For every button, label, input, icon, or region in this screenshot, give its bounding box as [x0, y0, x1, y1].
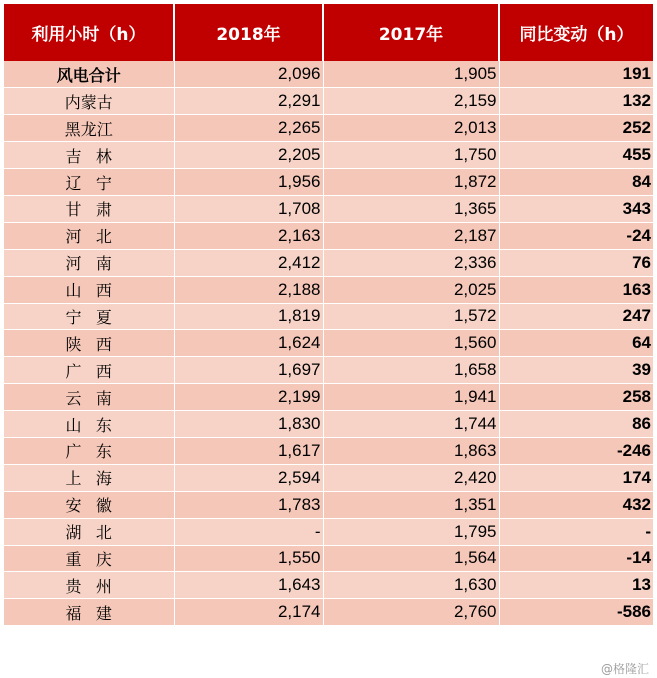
cell-2017: 1,744 [323, 411, 499, 438]
cell-region: 湖北 [4, 518, 174, 545]
table-row [4, 572, 653, 599]
table-row-total [4, 61, 653, 88]
header-yoy-change: 同比变动（h） [499, 4, 653, 61]
cell-2018: 1,697 [174, 357, 323, 384]
data-table-container [4, 4, 653, 626]
cell-yoy-change: 13 [499, 572, 653, 599]
cell-region: 安徽 [4, 491, 174, 518]
table-row [4, 115, 653, 142]
cell-yoy-change: 132 [499, 88, 653, 115]
cell-region: 宁夏 [4, 303, 174, 330]
cell-2018: - [174, 518, 323, 545]
cell-2018: 1,830 [174, 411, 323, 438]
cell-2017: 1,351 [323, 491, 499, 518]
cell-2017: 1,564 [323, 545, 499, 572]
cell-2017: 1,365 [323, 195, 499, 222]
table-row [4, 195, 653, 222]
cell-yoy-change: 86 [499, 411, 653, 438]
cell-2017: 2,336 [323, 249, 499, 276]
cell-yoy-change: 76 [499, 249, 653, 276]
cell-2018: 2,188 [174, 276, 323, 303]
cell-region: 福建 [4, 599, 174, 626]
cell-2018: 2,163 [174, 222, 323, 249]
cell-region: 上海 [4, 464, 174, 491]
cell-yoy-change: -586 [499, 599, 653, 626]
table-row [4, 169, 653, 196]
cell-2018: 1,708 [174, 195, 323, 222]
table-row [4, 222, 653, 249]
cell-2017: 2,025 [323, 276, 499, 303]
cell-yoy-change: 174 [499, 464, 653, 491]
cell-region: 山东 [4, 411, 174, 438]
table-row [4, 437, 653, 464]
cell-2017: 1,750 [323, 142, 499, 169]
cell-2017: 2,013 [323, 115, 499, 142]
table-row [4, 464, 653, 491]
cell-yoy-change: 39 [499, 357, 653, 384]
cell-region: 广东 [4, 437, 174, 464]
cell-2018: 1,819 [174, 303, 323, 330]
table-row [4, 276, 653, 303]
cell-yoy-change: -246 [499, 437, 653, 464]
cell-region: 贵州 [4, 572, 174, 599]
cell-region: 河南 [4, 249, 174, 276]
table-body [4, 61, 653, 626]
cell-2017: 2,420 [323, 464, 499, 491]
cell-region: 河北 [4, 222, 174, 249]
cell-2018: 1,643 [174, 572, 323, 599]
header-2018: 2018年 [174, 4, 323, 61]
cell-2017: 2,159 [323, 88, 499, 115]
header-row [4, 4, 653, 61]
table-row [4, 411, 653, 438]
cell-region: 陕西 [4, 330, 174, 357]
cell-2017: 1,560 [323, 330, 499, 357]
cell-2017: 2,187 [323, 222, 499, 249]
cell-region: 辽宁 [4, 169, 174, 196]
table-row [4, 491, 653, 518]
cell-2017: 2,760 [323, 599, 499, 626]
cell-2017: 1,872 [323, 169, 499, 196]
cell-yoy-change: 432 [499, 491, 653, 518]
cell-yoy-change: 343 [499, 195, 653, 222]
cell-yoy-change: 84 [499, 169, 653, 196]
wind-utilization-hours-table [4, 4, 653, 626]
cell-2018: 1,617 [174, 437, 323, 464]
cell-yoy-change: 64 [499, 330, 653, 357]
cell-region: 内蒙古 [4, 88, 174, 115]
cell-yoy-change: 258 [499, 384, 653, 411]
cell-2017: 1,863 [323, 437, 499, 464]
cell-2017: 1,795 [323, 518, 499, 545]
table-row [4, 303, 653, 330]
table-row [4, 88, 653, 115]
cell-yoy-change: 191 [499, 61, 653, 88]
cell-2018: 1,624 [174, 330, 323, 357]
cell-region: 云南 [4, 384, 174, 411]
table-row [4, 545, 653, 572]
table-header [4, 4, 653, 61]
cell-2018: 2,265 [174, 115, 323, 142]
cell-yoy-change: -14 [499, 545, 653, 572]
table-row [4, 599, 653, 626]
cell-2017: 1,941 [323, 384, 499, 411]
table-row [4, 142, 653, 169]
cell-2018: 1,550 [174, 545, 323, 572]
cell-yoy-change: 252 [499, 115, 653, 142]
table-row [4, 384, 653, 411]
watermark: @格隆汇 [600, 662, 649, 676]
cell-region: 风电合计 [4, 61, 174, 88]
cell-region: 广西 [4, 357, 174, 384]
cell-yoy-change: -24 [499, 222, 653, 249]
cell-2018: 1,783 [174, 491, 323, 518]
cell-2018: 2,291 [174, 88, 323, 115]
cell-2018: 2,096 [174, 61, 323, 88]
cell-2018: 2,199 [174, 384, 323, 411]
cell-yoy-change: 247 [499, 303, 653, 330]
cell-yoy-change: 163 [499, 276, 653, 303]
cell-region: 吉林 [4, 142, 174, 169]
cell-2017: 1,905 [323, 61, 499, 88]
header-region: 利用小时（h） [4, 4, 174, 61]
cell-yoy-change: - [499, 518, 653, 545]
header-2017: 2017年 [323, 4, 499, 61]
cell-region: 山西 [4, 276, 174, 303]
cell-region: 重庆 [4, 545, 174, 572]
table-row [4, 330, 653, 357]
cell-region: 甘肃 [4, 195, 174, 222]
cell-2017: 1,630 [323, 572, 499, 599]
cell-2018: 2,594 [174, 464, 323, 491]
cell-2018: 2,174 [174, 599, 323, 626]
cell-yoy-change: 455 [499, 142, 653, 169]
table-row [4, 518, 653, 545]
cell-2017: 1,572 [323, 303, 499, 330]
table-row [4, 357, 653, 384]
cell-2018: 2,205 [174, 142, 323, 169]
cell-2017: 1,658 [323, 357, 499, 384]
table-row [4, 249, 653, 276]
cell-2018: 2,412 [174, 249, 323, 276]
cell-2018: 1,956 [174, 169, 323, 196]
cell-region: 黑龙江 [4, 115, 174, 142]
